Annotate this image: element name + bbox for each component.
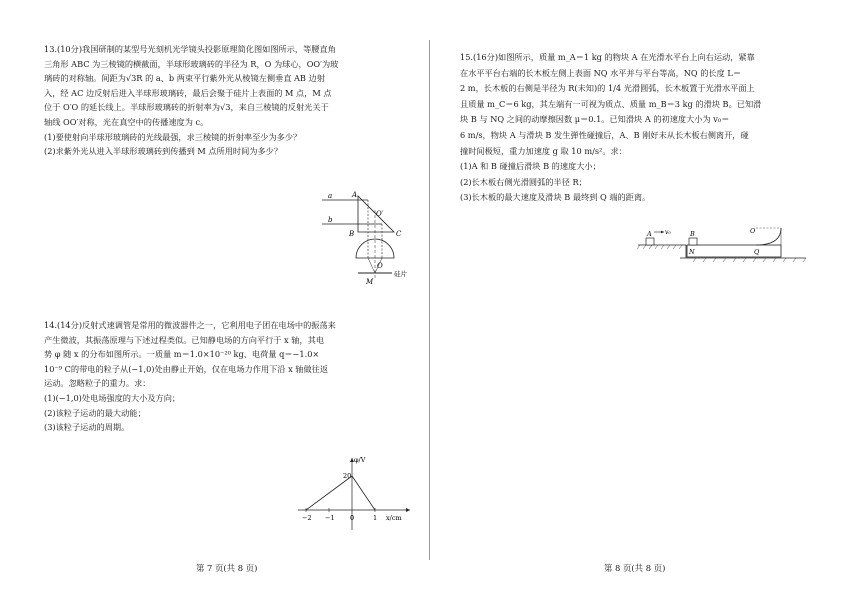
label-b: b: [328, 216, 333, 224]
q15-sub3: (3)长木板的最大速度及滑块 B 最终到 Q 端的距离。: [460, 192, 651, 203]
label-A: A: [352, 191, 358, 199]
q14-sub1: (1)(−1,0)处电场强度的大小及方向；: [44, 392, 181, 403]
q13-sub1: (1)要使射向半球形玻璃砖的光线最强，求三棱镜的折射率至少为多少？: [44, 131, 302, 142]
q13-line: 璃砖的对称轴。间距为√3R 的 a、b 两束平行紫外光从棱镜左侧垂直 AB 边射: [44, 73, 325, 84]
q13-line: 13.(10分)我国研制的某型号光刻机光学镜头投影原理简化图如图所示，等腰直角: [44, 44, 336, 54]
tick-label: −1: [325, 514, 335, 522]
label-Q: Q: [754, 248, 760, 256]
q15-line: 在水平平台右端的长木板左侧上表面 NQ 水平并与平台等高，NQ 的长度 L＝: [460, 67, 742, 78]
question-15: [460, 50, 828, 206]
tick-label: −2: [302, 514, 312, 522]
label-v0: v₀: [665, 229, 671, 236]
q15-line: 2 m，长木板的右侧是半径为 R(未知)的 1/4 光滑圆弧，长木板置于光滑水平面上: [460, 83, 755, 94]
label-wafer: 硅片: [394, 270, 407, 278]
long-board: [687, 245, 781, 257]
label-O: O: [377, 262, 383, 270]
label-A: A: [647, 230, 652, 238]
label-B: B: [349, 230, 355, 238]
label-O1: O′: [376, 210, 384, 218]
block-b: [689, 238, 697, 245]
q14-sub3: (3)该粒子运动的周期。: [44, 422, 130, 433]
block-a: [646, 238, 654, 245]
q14-line: 10⁻⁹ C的带电的粒子从(−1,0)处由静止开始，仅在电场力作用下沿 x 轴做往返: [44, 363, 329, 374]
label-N: N: [689, 248, 695, 256]
question-13: [44, 42, 406, 159]
label-M: M: [366, 278, 374, 286]
question-14: [44, 318, 406, 435]
arc-surface: [756, 228, 781, 245]
q14-potential-graph: [292, 452, 418, 538]
q13-line: 轴线 OO′对称，光在真空中的传播速度为 c。: [44, 116, 209, 127]
q13-line: 三角形 ABC 为三棱镜的横截面，半球形玻璃砖的半径为 R，O 为球心，OO′为玻: [44, 58, 339, 69]
q15-line: 且质量 m_C＝6 kg，其左端有一可视为质点、质量 m_B＝3 kg 的滑块 B。已知滑: [460, 98, 762, 109]
page-8: [430, 0, 860, 608]
label-O: O: [750, 227, 756, 235]
q13-line: 入，经 AC 边反射后进入半球形玻璃砖，最后会聚于硅片上表面的 M 点，M 点: [44, 87, 332, 98]
q14-line: 14.(14分)反射式速调管是常用的微波器件之一，它利用电子团在电场中的振荡来: [44, 320, 336, 330]
page-number-7: 第 7 页(共 8 页): [196, 563, 258, 573]
q15-line: 6 m/s，物块 A 与滑块 B 发生弹性碰撞后，A、B 刚好未从长木板右侧离开，碰: [460, 129, 749, 140]
q13-optics-figure: [312, 188, 422, 288]
q14-line: 势 φ 随 x 的分布如图所示。一质量 m＝1.0×10⁻²⁰ kg、电荷量 q＝−1.0×: [44, 349, 320, 360]
q14-line: 产生微波，其振荡原理与下述过程类似。已知静电场的方向平行于 x 轴，其电: [44, 334, 325, 345]
potential-curve: [306, 476, 375, 510]
q15-line: 15.(16分)如图所示，质量 m_A＝1 kg 的物块 A 在光滑水平台上向右运动，紧靠: [460, 52, 755, 62]
tick-label: 1: [373, 514, 378, 522]
label-a: a: [328, 192, 333, 200]
q15-line: 块 B 与 NQ 之间的动摩擦因数 μ＝0.1。已知滑块 A 的初速度大小为 v₀＝: [460, 114, 730, 125]
peak-label: 20: [343, 472, 352, 480]
page-number-8: 第 8 页(共 8 页): [604, 563, 666, 573]
q15-sub2: (2)长木板右侧光滑圆弧的半径 R；: [460, 176, 587, 187]
q15-board-figure: [636, 226, 816, 270]
q14-sub2: (2)该粒子运动的最大动能；: [44, 407, 146, 418]
x-label: x/cm: [386, 514, 402, 522]
q13-sub2: (2)求紫外光从进入半球形玻璃砖到传播到 M 点所用时间为多少？: [44, 146, 283, 157]
q15-line: 撞时间极短，重力加速度 g 取 10 m/s²。求：: [460, 145, 627, 156]
tick-label: 0: [350, 514, 355, 522]
label-C: C: [396, 230, 402, 238]
q13-line: 位于 O′O 的延长线上。半球形玻璃砖的折射率为√3，来自三棱镜的反射光关于: [44, 102, 329, 113]
y-label: φ/V: [354, 456, 366, 464]
q14-line: 运动。忽略粒子的重力。求：: [44, 378, 151, 389]
label-B: B: [690, 230, 695, 238]
q15-sub1: (1)A 和 B 碰撞后滑块 B 的速度大小；: [460, 161, 601, 172]
